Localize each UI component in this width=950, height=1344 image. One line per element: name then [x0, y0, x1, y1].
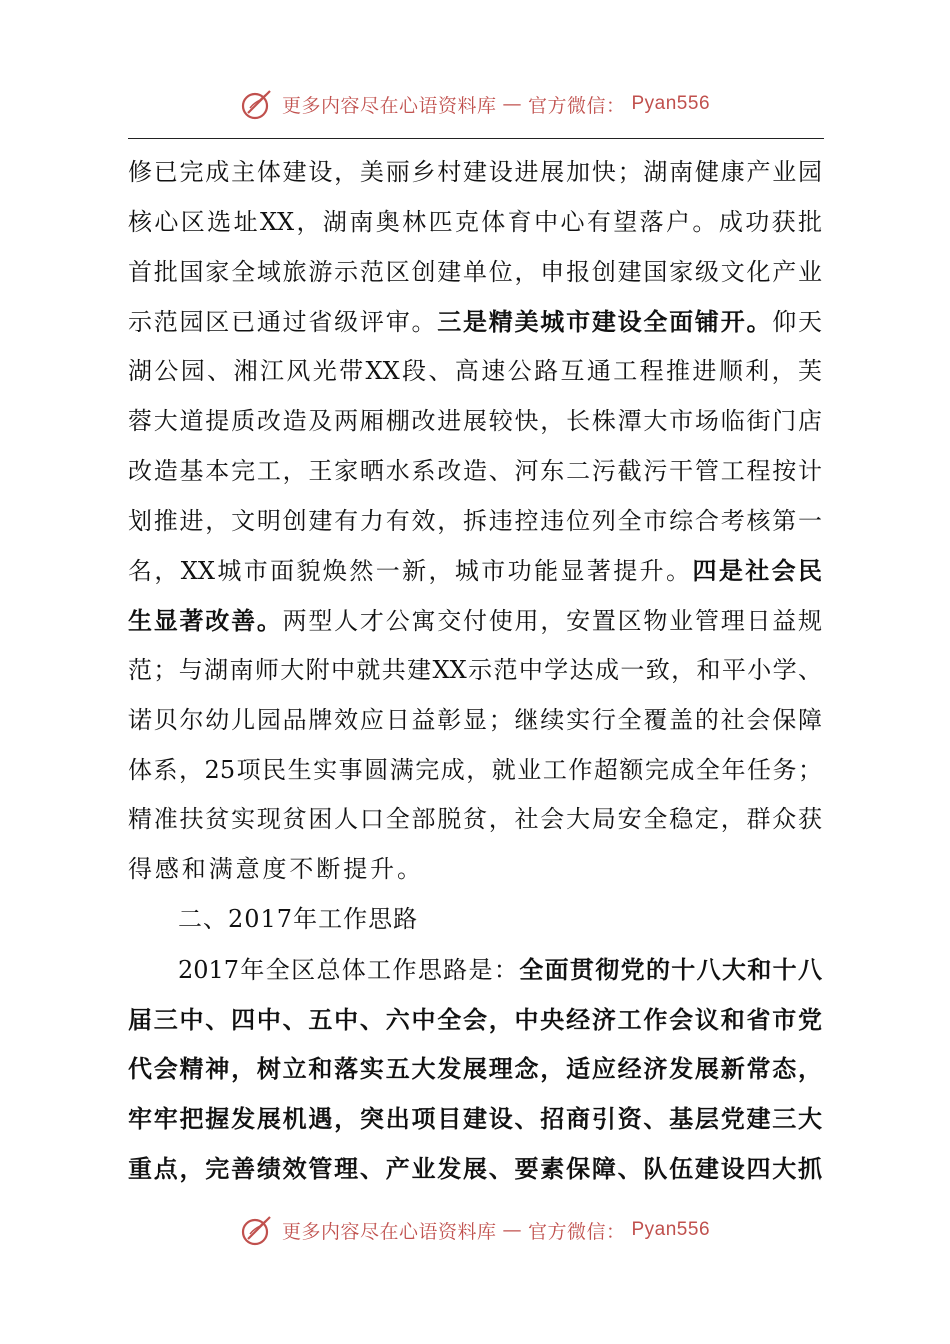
text-line: 得感和满意度不断提升。: [128, 855, 424, 884]
bold-emphasis: 四是社会民: [692, 556, 823, 586]
text-span: 名，XX城市面貌焕然一新，城市功能显著提升。: [128, 557, 693, 586]
text-span: 示范园区已通过省级评审。: [128, 308, 438, 337]
footer-watermark: [0, 1210, 950, 1250]
quill-logo-icon: [240, 86, 276, 122]
watermark-wechat-id: Pyan556: [631, 1219, 711, 1240]
watermark-separator: —: [502, 1219, 522, 1241]
text-line: [128, 596, 822, 646]
text-line: [128, 297, 822, 347]
text-line: 划推进，文明创建有力有效，拆违控违位列全市综合考核第一: [128, 506, 822, 535]
text-line: 首批国家全域旅游示范区创建单位，申报创建国家级文化产业: [128, 257, 822, 286]
bold-emphasis: 生显著改善。: [128, 606, 283, 636]
section-heading: 二、2017年工作思路: [178, 904, 419, 933]
text-line: 诺贝尔幼儿园品牌效应日益彰显；继续实行全覆盖的社会保障: [128, 705, 822, 734]
watermark-official: 官方微信：: [527, 94, 626, 117]
text-line: 修已完成主体建设，美丽乡村建设进展加快；湖南健康产业园: [128, 158, 822, 186]
bold-text-line: 届三中、四中、五中、六中全会，中央经济工作会议和省市党: [128, 1004, 822, 1034]
text-line: 体系，25项民生实事圆满完成，就业工作超额完成全年任务；: [128, 755, 822, 784]
watermark-separator: —: [502, 93, 522, 115]
watermark-official: 官方微信：: [527, 1220, 626, 1243]
watermark-text: 更多内容尽在心语资料库: [281, 94, 497, 117]
text-line: 范；与湖南师大附中就共建XX示范中学达成一致，和平小学、: [128, 655, 822, 684]
text-line: 核心区选址XX，湖南奥林匹克体育中心有望落户。成功获批: [128, 207, 822, 236]
text-line: 精准扶贫实现贫困人口全部脱贫，社会大局安全稳定，群众获: [128, 805, 822, 834]
bold-text-line: 重点，完善绩效管理、产业发展、要素保障、队伍建设四大抓: [128, 1153, 822, 1183]
bold-emphasis: 三是精美城市建设全面铺开。: [437, 307, 773, 337]
text-span: 仰天: [772, 308, 823, 337]
watermark-text: 更多内容尽在心语资料库: [281, 1220, 497, 1243]
header-rule: [128, 138, 824, 139]
text-span: 2017年全区总体工作思路是：: [178, 955, 520, 984]
watermark-wechat-id: Pyan556: [631, 93, 711, 114]
text-span: 两型人才公寓交付使用，安置区物业管理日益规: [282, 607, 823, 636]
text-line: 蓉大道提质改造及两厢棚改进展较快，长株潭大市场临街门店: [128, 406, 822, 435]
bold-text-line: 牢牢把握发展机遇，突出项目建设、招商引资、基层党建三大: [128, 1104, 822, 1134]
text-line: [128, 945, 822, 995]
text-line: 改造基本完工，王家晒水系改造、河东二污截污干管工程按计: [128, 456, 822, 485]
header-watermark: [0, 84, 950, 124]
document-body: [128, 148, 828, 1194]
bold-text-line: 代会精神，树立和落实五大发展理念，适应经济发展新常态，: [128, 1054, 822, 1084]
text-line: [128, 546, 822, 596]
quill-logo-icon: [240, 1212, 276, 1248]
text-line: 湖公园、湘江风光带XX段、高速公路互通工程推进顺利，芙: [128, 357, 822, 386]
bold-emphasis: 全面贯彻党的十八大和十八: [519, 954, 823, 984]
